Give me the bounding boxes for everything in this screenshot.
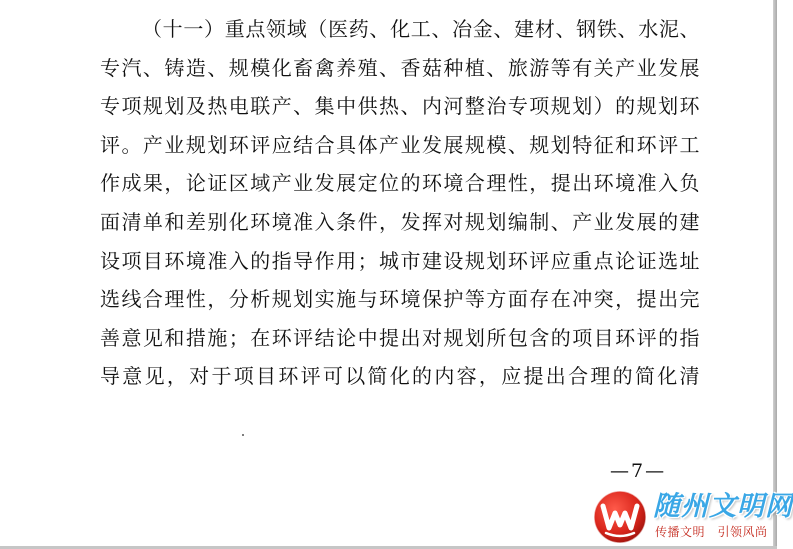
suizhou-emblem-icon xyxy=(592,489,648,545)
text-line: 专项规划及热电联产、集中供热、内河整治专项规划）的规划环 xyxy=(100,94,700,119)
text-line: （十一）重点领域（医药、化工、冶金、建材、钢铁、水泥、 xyxy=(142,17,700,41)
text-line: 导意见，对于项目环评可以简化的内容，应提出合理的简化清 xyxy=(100,364,700,389)
text-line: 选线合理性，分析规划实施与环境保护等方面存在冲突，提出完 xyxy=(100,287,700,312)
document-body xyxy=(100,10,700,396)
text-line: 专汽、铸造、规模化畜禽养殖、香菇种植、旅游等有关产业发展 xyxy=(100,55,700,80)
text-line: 善意见和措施；在环评结论中提出对规划所包含的项目环评的指 xyxy=(100,325,700,350)
scan-frame-right-edge xyxy=(773,0,777,549)
text-line: 设项目环境准入的指导作用；城市建设规划环评应重点论证选址 xyxy=(100,248,700,273)
site-watermark-logo xyxy=(592,484,793,546)
watermark-slogan: 传播文明 引领风尚 xyxy=(655,525,768,539)
scan-speck xyxy=(242,434,244,436)
page-number: —7— xyxy=(610,460,667,482)
watermark-site-title: 随州文明网 xyxy=(653,491,793,522)
text-line: 面清单和差别化环境准入条件，发挥对规划编制、产业发展的建 xyxy=(100,209,700,234)
text-line: 评。产业规划环评应结合具体产业发展规模、规划特征和环评工 xyxy=(100,132,700,157)
text-line: 作成果，论证区域产业发展定位的环境合理性，提出环境准入负 xyxy=(100,171,700,196)
